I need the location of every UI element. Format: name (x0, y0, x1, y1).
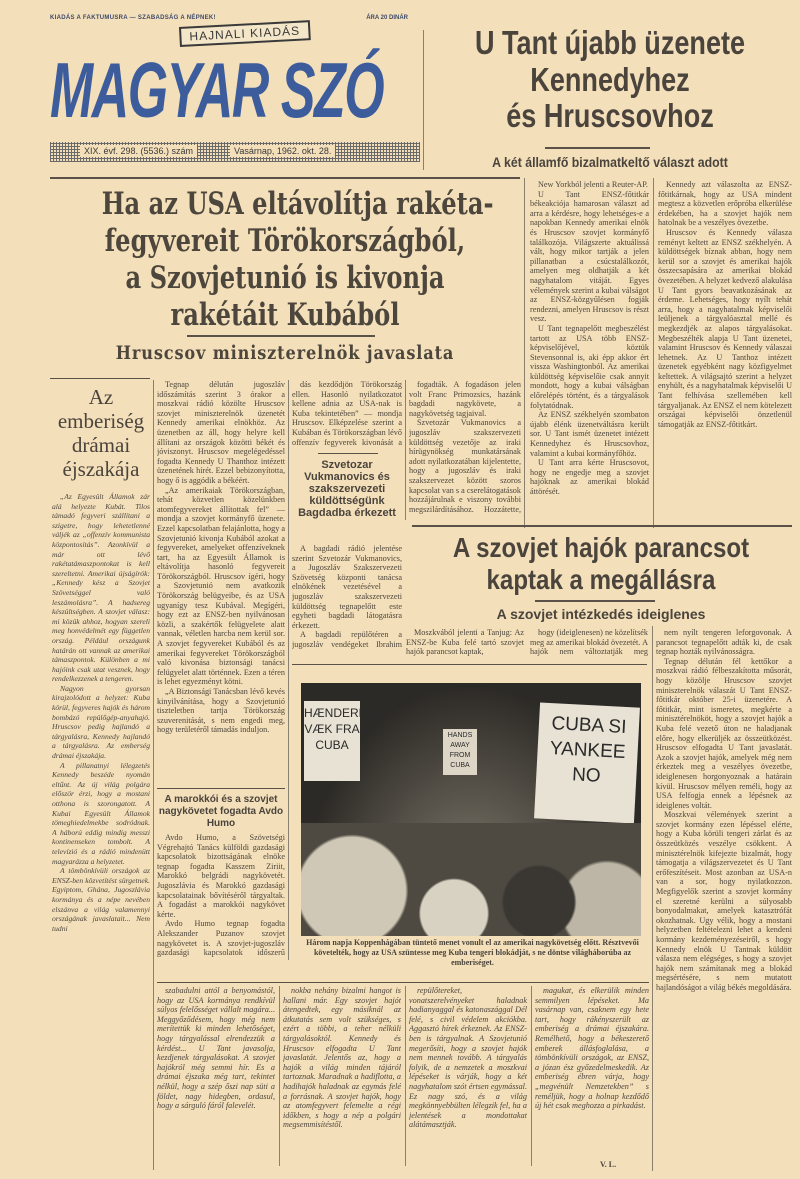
column-divider (288, 380, 289, 960)
newspaper-logo: MAGYAR SZÓ (50, 48, 384, 135)
main-headline-line: Ha az USA eltávolítja rakéta- (101, 186, 494, 222)
divider (50, 378, 150, 379)
column-divider (405, 380, 406, 520)
morocco-article (157, 788, 285, 958)
utant-subhead: A két államfő bizalmatkeltő választ adott (492, 154, 728, 170)
main-story-column: Tegnap délután jugoszláv időszámítás szerint 3 órakor a moszkvai rádió közölte Hruscsov szovjet miniszterelnök üzenetét Kennedy amerikai elnökhöz. Az üzenetben az áll, hogy helyre kell állítani az országok közötti békét és jóviszonyt. Hruscsov megelégedéssel fogadta Kennedy U Thanthoz intézett üzenetének hírét. Ezzel bebizonyította, hogy ő is aggódik a békéért. „Az amerikaiak Törökországban, tehát közvetlen közelünkben atomfegyvereket állítottak fel” — mondja a szovjet kormányfő üzenete. Ezzel kapcsolatban felajánlotta, hogy a Szovjetunió kivonja Kubából azokat a fegyvereket, amelyeket offenzíveknek tart, ha az Egyesült Államok is eltávolítja hasonló fegyvereit Törökországból. Hruscsov ígéri, hogy a Szovjetunió nem avatkozik Törökország belügyeibe, és az USA ugyanígy tesz Kubával. Megígéri, hogy ezt az ENSZ-ben nyilvánosan közli, a szakértők felügyelete alatt vannak, véletlen harcba nem kerül sor. A szovjet fegyvereket Kubából és az amerikai fegyvereket Törökországból való kivonása biztonsági tanácsi felügyelet alatt történnek. Ezen a téren is lehet egyezményt kötni. „A Biztonsági Tanácsban lévő kevés kinyilvánítása, hogy a Szovjetunió tiszteletben tartja Törökország szuverenitását, s nem engedi meg, hogy területéről támadás induljon. (157, 380, 285, 735)
morocco-body: Avdo Humo, a Szövetségi Végrehajtó Tanács külföldi gazdasági kapcsolatok bizottságának elnöke tegnap fogadta Kasszem Ziriit, Marokkó belgrádi nagykövetét. Jugoszlávia és Marokkó gazdasági kapcsolatainak bővítéséről tárgyaltak. A fogadást a marokkói nagykövet kérte. Avdo Humo tegnap fogadta Alekszander Puzanov szovjet nagykövetet is. A szovjet-jugoszláv gazdasági kapcsolatok időszerű (157, 833, 285, 958)
main-headline-line: fegyvereit Törökországból, (104, 223, 466, 259)
ships-headline-line: kaptak a megállásra (486, 564, 716, 595)
ships-headline (410, 532, 792, 596)
crowd (301, 823, 641, 936)
main-subhead: Hruscsov miniszterelnök javaslata (115, 342, 455, 364)
column-divider (652, 626, 653, 1171)
issue-number: XIX. évf. 298. (5536.) szám (80, 145, 197, 157)
divider (535, 600, 655, 602)
ships-column: Moszkvából jelenti a Tanjug: Az ENSZ-be Kuba felé tartó szovjet hajók parancsot kaptak, (406, 628, 524, 657)
editorial-continuation: nokba nehány bizalmi hangot is hallani már. Egy szovjet hajót átengedtek, egy másiknál az átkutatás sem volt szükséges, s ezért a többi, a teher nélküli tárgyalásoktól. Kennedy és Hruscsov elfogadta U Tant javaslatát. Jelentős az, hogy a hajók a világ minden tájáról tartoznak. Maradnak a hadiflotta, a hadihajók haladnak az egymás felé a forrásnak. A szovjet hajók, hogy az atomfegyvert felemelte a régi időkben, s hogy a nép a polgári megsemmisítéstől. (283, 986, 401, 1130)
column-divider (531, 986, 532, 1166)
ships-subhead: A szovjet intézkedés ideiglenes (496, 606, 706, 622)
protest-sign: HÆNDERNE VÆK FRA CUBA (304, 701, 360, 781)
editorial-continuation: repülőtereket, vonatszerelvényeket haladnak hadianyaggal és katonaszággal Dél felé, s civil védelem akciókba. Aggasztó hírek érkeznek. Az ENSZ-ben is tárgyalnak. A Szovjetunió megerősíti, hogy a szovjet hajók nem mennek tovább. A tárgyalás folyik, de a nemzetek a moszkvai lépéseket is várják, hogy a két nagyhatalom szót értsen egymással. Ez nagy szó, és a világ megkönnyebbülten lélegzik fel, ha a jelentések a mondottakat alátámasztják. (409, 986, 527, 1130)
ships-column: nem nyílt tengeren leforgovonak. A parancsot tegnapelőtt adták ki, de csak tegnap hozták nyilvánosságra. Tegnap délután fél kettőkor a moszkvai rádió félbeszakította műsorát, hogy közölje Hruscsov szovjet miniszterelnök válaszát U Tant ENSZ-főtitkár október 25-i üzenetére. A főtitkár, mint ismeretes, megkérte a minisztérelnököt, hogy a szovjet hajók a Kuba felé vezető úton ne haladjanak előre, hogy elkerüljék az összeütközést. Hruscsov elfogadta U Tant javaslatát. Azok a szovjet hajók, amelyek még nem érkeztek meg a veszélyes övezetbe, ideiglenesen horgonyoznak a határain kívül. Hruscsov mélyen reméli, hogy az USA felfogja ennek a lépésnek az ideiglenes voltát. Moszkvai vélemények szerint a szovjet kormány ezen lépéssel elérte, hogy a Kuba körüli tengeri zárlat és az összeütközés veszélye csökkent. A minisztérelnök kifejezte bizalmát, hogy támogatja a világszervezetet és U Tant erőfeszítéseit. Most azonban az USA-n van a sor, hogy nyilatkozzon. Megfigyelők szerint a szovjet kormány el szeretné kerülni a súlyosabb bonyodalmakat, amelyek katasztrófát okozhatnak. Ugy vélik, hogy a mostani helyzetben feltételezni lehet a kendeni kormány kezdeményezéseiről, s hogy Kennedy elnök U Tantnak küldött válasza nem elégséges, s hogy a szovjet hajók nem számítanak meg a blokád megsértésére, s nem mutatott hajlandóságot a világ békés megoldására. (656, 628, 792, 992)
column-divider (405, 986, 406, 1166)
editorial-continuation: magukat, és elkerülik minden semmilyen lépéseket. Ma vasárnap van, csaknem egy hete tart, hogy rákényszerült az emberiség a drámai éjszakára. Remélhető, hogy a békeszerető emberek állásfoglalása, a tömbönkívüli országok, az ENSZ, a józan ész győzedelmeskedik. Az emberiség ébren várja, hogy „megvénült Nemzetekben” s reméljük, hogy a holnap kezdődő új hét csak meghozza a pirkadást. (535, 986, 649, 1111)
issue-bar (50, 142, 420, 162)
editorial-headline: Az emberiség drámai éjszakája (57, 385, 145, 481)
divider (157, 982, 649, 983)
utant-headline-line: és Hruscsovhoz (506, 97, 714, 134)
protest-sign: HANDS AWAY FROM CUBA (443, 729, 477, 775)
photo-caption: Három napja Koppenhágában tüntető menet vonult el az amerikai nagykövetség előtt. Résztvevői követelték, hogy az USA szüntesse meg Kuba tengeri blokádját, s ne döntse világháborúba az emberiséget. (306, 938, 639, 967)
utant-headline-line: U Tant újabb üzenete (474, 24, 746, 61)
main-headline-line: a Szovjetunió is kivonja (125, 260, 445, 296)
column-divider (153, 380, 154, 1170)
masthead-price: ÁRA 20 DINÁR (366, 15, 408, 21)
divider (292, 664, 647, 665)
divider (318, 453, 378, 454)
column-divider (653, 178, 654, 528)
masthead-divider (423, 30, 424, 170)
utant-column: New Yorkból jelenti a Reuter-AP. U Tant ENSZ-főtitkár békeakciója hamarosan választ ad arra a kérdésre, hogy lehetséges-e a napokban Kennedy amerikai elnök és Hruscsov szovjet kormányfő találkozója. Világszerte aktuálissá vált, hogy mikor tartják a jelen pillanatban a csúcstalálkozót, amelyen meg oldhatják a két nagyhatalom vitáját. Egyes vélemények szerint a kubai válságot az ENSZ-közgyűlésen fogják rendezni, amelyen Hruscsov is részt vesz. U Tant tegnapelőtt megbeszélést tartott az USA több ENSZ-képviselőjével, köztük Stevensonnal is, aki épp akkor ért vissza Washingtonból. Az amerikai küldöttség képviselőie csak annyit mondott, hogy a kubai válságban előrelépés történt, és a tárgyalások folytatódnak. Az ENSZ székhelyén szombaton újabb élénk üzenetváltásra került sor. U Tant ismét üzenetet intézett Kennedyhez és Hruscsovhoz, valamint a kubai kormányfőhöz. U Tant arra kérte Hruscsovot, hogy ne engedje meg a szovjet hajóknak az amerikai blokád áttörését. (530, 180, 649, 496)
utant-headline (430, 24, 790, 134)
vukmanovics-body: A bagdadi rádió jelentése szerint Szvetozár Vukmanovics, a Jugoszláv Szakszervezeti Szövetség központi tanácsa elnökének vezetésével a jugoszláv szakszervezeti küldöttség tegnapelőtt este egyheti bagdadi látogatásra érkezett. A bagdadi repülőtéren a jugoszláv vendégeket Ibrahim (292, 544, 402, 649)
masthead (50, 14, 420, 174)
morocco-headline: A marokkói és a szovjet nagykövetet fogadta Avdo Humo (158, 794, 284, 829)
early-edition-stamp: HAJNALI KIADÁS (179, 20, 311, 47)
utant-headline-line: Kennedyhez (530, 61, 690, 98)
main-story-column: fogadták. A fogadáson jelen volt Franc Primozsics, hazánk bagdadi nagykövete, a nagykövetség tagjaival. Szvetozár Vukmanovics a jugoszláv szakszervezeti küldöttség vezetője az iraki hírügynökség munkatársának adott nyilatkozatában kijelentette, hogy a jugoszláv és iraki szakszervezet között szoros kapcsolat van s a cserelátogatások hozzájárulnak e viszony további megszilárdításához. Hozzátette, (409, 380, 521, 514)
ships-column: hogy (ideiglenesen) ne közelítsék meg az amerikai blokád övezetét. A hajók nem változtatják meg (530, 628, 648, 657)
column-divider (279, 986, 280, 1166)
divider (157, 788, 285, 789)
protest-sign: CUBA SI YANKEE NO (534, 702, 640, 823)
utant-column: Kennedy azt válaszolta az ENSZ-főtitkárnak, hogy az USA mindent megtesz a közvetlen erőpróba elkerülése érdekében, ha a szovjet hajók nem hatolnak be a veszélyes övezetbe. Hruscsov és Kennedy válasza reményt keltett az ENSZ székhelyén. A küldöttségek bíznak abban, hogy nem kerül sor a szovjet és amerikai hajók összecsapására az amerikai blokád övezetében. A helyzet kedvező alakulása U Tant gyors beavatkozásának az érdeme. Lehetséges, hogy nyílt tehát arra, hogy a nagyhatalmak képviselői leüljenek a tárgyalóasztal mellé és megkezdjék az alapos tárgyalásokat. Megbeszélték alapja U Tant üzenetei, valamint Hruscsov és Kennedy válaszai lehetnek. Az U Tanthoz intézett üzenetek egyébként nagy közfigyelmet keltettek. A világsajtó szerint a helyzet enyhült, és a nagyhatalmak képviselői U Tant felhívása szellemében kell tárgyaljanak. Az ENSZ el nem kötelezett országai képviselői önzetlenül támogatják az ENSZ-főtitkárt. (658, 180, 792, 429)
editorial-body: „Az Egyesült Államok zár alá helyezte Kubát. Tilos támadó fegyveri szállítani a szigetre, hogy lehetetlenné váljék az „offenzív kommunista központosítás”. Azonkívül a már ott lévő rakétatámaszpontokat is kell szereltetni. Amerikai újságírók: „Kennedy kész a Szovjet Szövetséggel való leszámolásra”. A hadsereg készültségben. A szovjet válasz: mi közük ahhoz, hogyan szereli meg honvédelmét egy független ország. Például országunk határán ott vannak az amerikai támaszpontok. Különben a mi hajóink csak utat vesznek, hogy rendelkezzenek a tengeren. Nagyon gyorsan kirajzolódott a helyzet: Kuba körül, fegyveres hajók és három bombázó repülőgép-anyahajó. Hruscsov pedig hajlandó a tárgyalásra, Kennedy hajlandó a tárgyalásra. Az emberség drámai éjszakája. A pillanatnyi lélegzetés Kennedy beszéde nyomán eltűnt. Az új világ polgára először érzi, hogy a mostani otthona is szorongatott. A Kubai Egyesült Államok tömeghiedelmekbe sodródnak. A háború eddig mindig messzi kontinenseken tombolt. A televízió és a rádió mindenütt magyarázza a helyzetet. A tömbönkívüli országok az ENSZ-ben közvetítést sürgetnek. Egyiptom, Ghána, Jugoszlávia kormánya és a népe nevében elszánva a világ valamennyi országának javaslatait... Nem tudni (52, 492, 150, 933)
main-headline-line: rakétáit Kubából (170, 297, 400, 333)
column-divider (524, 178, 525, 528)
author-signature: V. L. (600, 1160, 617, 1169)
issue-date: Vasárnap, 1962. okt. 28. (230, 145, 335, 157)
main-headline (50, 186, 520, 334)
protest-photo (301, 683, 641, 936)
divider (187, 335, 375, 337)
divider (412, 525, 792, 527)
vukmanovics-headline: Szvetozar Vukmanovics és szakszervezeti küldöttségünk Bagdadba érkezett (298, 459, 396, 519)
divider (545, 147, 650, 149)
ships-headline-line: A szovjet hajók parancsot (452, 532, 750, 563)
divider (50, 177, 520, 179)
editorial-continuation: szabadulni attól a benyomástól, hogy az USA kormánya rendkívül súlyos felelősséget vállalt magára... Meggyőződésem, hogy még nem merítettük ki minden lehetőséget, hogy tárgyalással elrendezzük a kérdést... U Tant javasolja, kezdjenek tárgyalásokat. A szovjet hajókról még semmi hír. Es a drámai éjszaka még tart, tekintet nélkül, hogy a szép őszi nap süti a földet, nagy hidegben, ordasul, hogy a sárguló fáról falevelét. (157, 986, 275, 1111)
masthead-motto: KIADÁS A FAKTUMUSRA — SZABADSÁG A NÉPNEK! (50, 15, 216, 21)
main-story-column: dás kezdődjön Törökország ellen. Hasonló nyilatkozatot kellene adnia az USA-nak is Kuba tekintetében” — mondja Hruscsov. Elképzelése szerint a Kubában és Törökországban lévő offenzív fegyverek kivonását a (292, 380, 402, 447)
